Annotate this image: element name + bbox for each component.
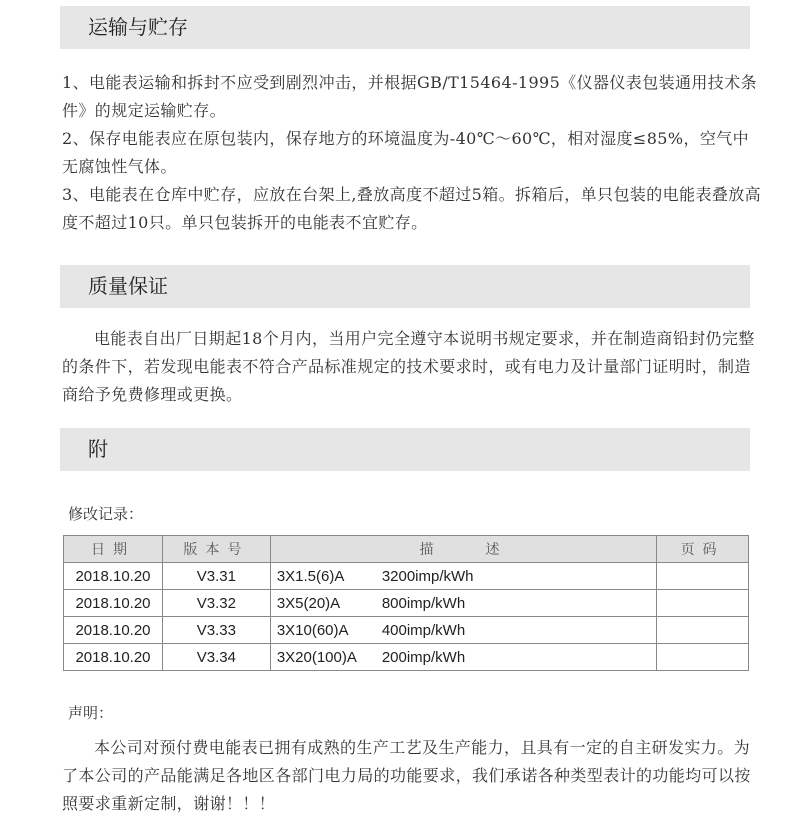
revision-table <box>63 535 749 671</box>
version-cell: V3.31 <box>162 563 270 590</box>
version-cell: V3.33 <box>162 617 270 644</box>
paragraph: 2、保存电能表应在原包装内，保存地方的环境温度为-40℃～60℃，相对湿度≤85%，空气中无腐蚀性气体。 <box>62 129 750 176</box>
description-cell <box>270 590 656 617</box>
version-cell: V3.32 <box>162 590 270 617</box>
paragraph: 电能表自出厂日期起18个月内，当用户完全遵守本说明书规定要求，并在制造商铅封仍完整的条件下，若发现电能表不符合产品标准规定的技术要求时，或有电力及计量部门证明时，制造商给予免费修理或更换。 <box>62 329 755 404</box>
section-header-warranty: 质量保证 <box>60 265 750 308</box>
revision-label: 修改记录： <box>68 505 144 523</box>
description-cell <box>270 617 656 644</box>
page-cell <box>657 617 749 644</box>
version-cell: V3.34 <box>162 644 270 671</box>
table-row <box>64 617 749 644</box>
date-cell: 2018.10.20 <box>64 590 163 617</box>
current-rating: 3X10(60)A <box>276 621 349 639</box>
page-cell <box>657 563 749 590</box>
current-rating: 3X20(100)A <box>276 648 357 666</box>
page-cell <box>657 590 749 617</box>
storage-text <box>62 69 762 237</box>
statement-text: 本公司对预付费电能表已拥有成熟的生产工艺及生产能力，且具有一定的自主研发实力。为了本公司的产品能满足各地区各部门电力局的功能要求，我们承诺各种类型表计的功能均可以按照要求重新定制，谢谢！！！ <box>62 738 751 813</box>
current-rating: 3X1.5(6)A <box>276 567 345 585</box>
meter-constant: 800imp/kWh <box>381 594 466 612</box>
table-row <box>64 563 749 590</box>
statement-label: 声明： <box>68 704 114 722</box>
date-cell: 2018.10.20 <box>64 617 163 644</box>
page-cell <box>657 644 749 671</box>
meter-constant: 3200imp/kWh <box>381 567 474 585</box>
date-cell: 2018.10.20 <box>64 563 163 590</box>
col-page: 页码 <box>657 536 749 563</box>
col-description: 描 述 <box>270 536 656 563</box>
paragraph: 3、电能表在仓库中贮存，应放在台架上,叠放高度不超过5箱。拆箱后，单只包装的电能表叠放高度不超过10只。单只包装拆开的电能表不宜贮存。 <box>62 185 762 232</box>
meter-constant: 200imp/kWh <box>381 648 466 666</box>
description-cell <box>270 644 656 671</box>
description-cell <box>270 563 656 590</box>
section-header-storage: 运输与贮存 <box>60 6 750 49</box>
section-header-appendix: 附 <box>60 428 750 471</box>
meter-constant: 400imp/kWh <box>381 621 466 639</box>
col-version: 版本号 <box>162 536 270 563</box>
col-date: 日期 <box>64 536 163 563</box>
date-cell: 2018.10.20 <box>64 644 163 671</box>
current-rating: 3X5(20)A <box>276 594 341 612</box>
table-row <box>64 590 749 617</box>
table-row <box>64 644 749 671</box>
paragraph: 1、电能表运输和拆封不应受到剧烈冲击，并根据GB/T15464-1995《仪器仪表包装通用技术条件》的规定运输贮存。 <box>62 73 758 120</box>
